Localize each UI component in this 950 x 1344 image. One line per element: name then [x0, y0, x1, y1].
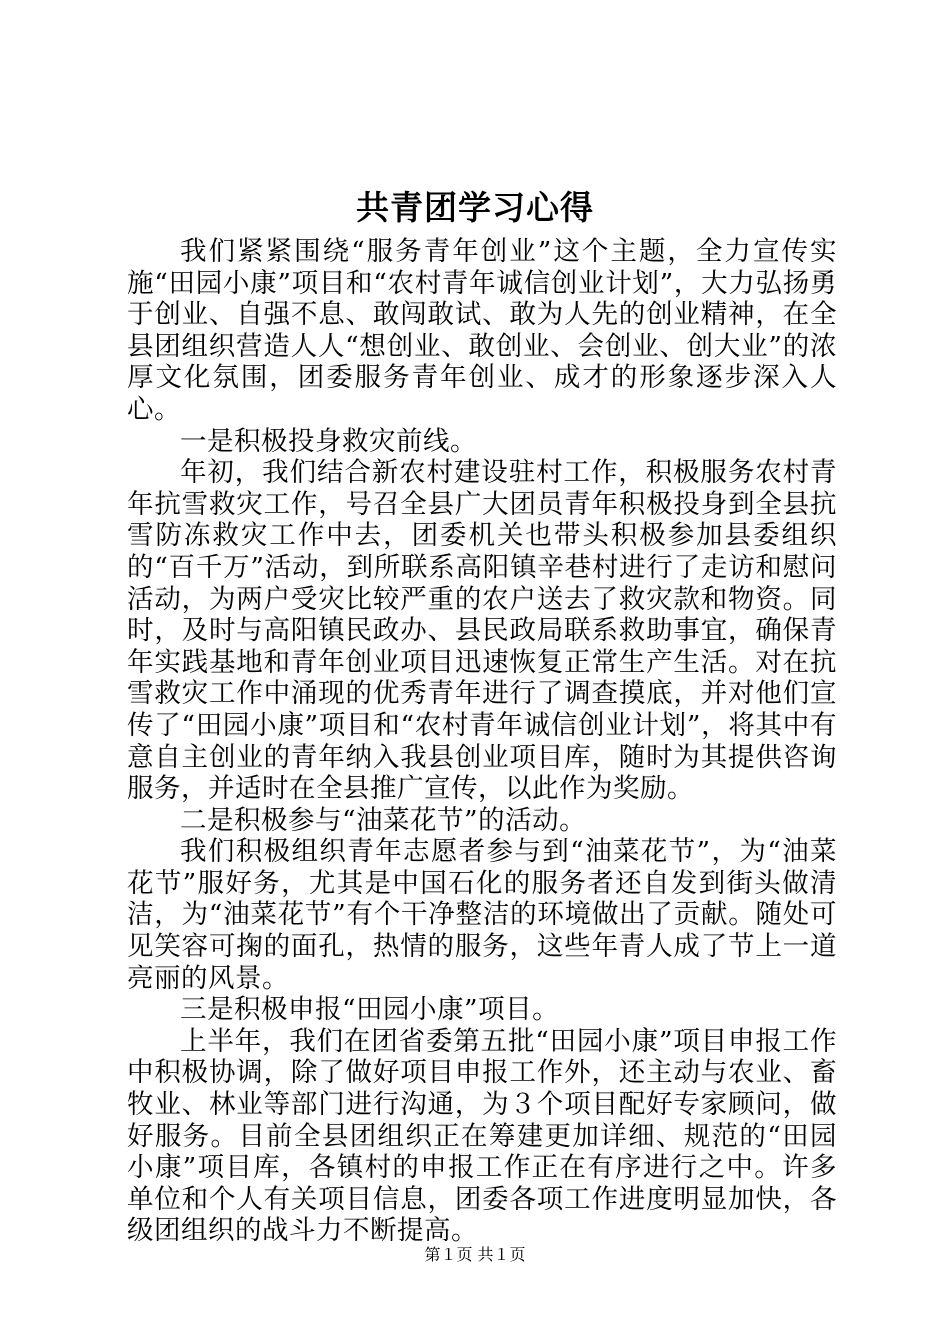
paragraph-section-1: 年初，我们结合新农村建设驻村工作，积极服务农村青年抗雪救灾工作，号召全县广大团员青年积极投身到全县抗雪防冻救灾工作中去，团委机关也带头积极参加县委组织的“百千万”活动，到所联系高阳镇辛巷村进行了走访和慰问活动，为两户受灾比较严重的农户送去了救灾款和物资。同时，及时与高阳镇民政办、县民政局联系救助事宜，确保青年实践基地和青年创业项目迅速恢复正常生产生活。对在抗雪救灾工作中涌现的优秀青年进行了调查摸底，并对他们宣传了“田园小康”项目和“农村青年诚信创业计划”，将其中有意自主创业的青年纳入我县创业项目库，随时为其提供咨询服务，并适时在全县推广宣传，以此作为奖励。: [127, 457, 837, 805]
section-heading-1: 一是积极投身救灾前线。: [180, 425, 477, 457]
document-body: [127, 236, 837, 1247]
paragraph-intro: 我们紧紧围绕“服务青年创业”这个主题，全力宣传实施“田园小康”项目和“农村青年诚信创业计划”，大力弘扬勇于创业、自强不息、敢闯敢试、敢为人先的创业精神，在全县团组织营造人人“想创业、敢创业、会创业、创大业”的浓厚文化氛围，团委服务青年创业、成才的形象逐步深入人心。: [127, 236, 837, 425]
page-footer: 第１页 共１页: [424, 1245, 526, 1264]
paragraph-section-2: 我们积极组织青年志愿者参与到“油菜花节”，为“油菜花节”服好务，尤其是中国石化的服务者还自发到街头做清洁，为“油菜花节”有个干净整洁的环境做出了贡献。随处可见笑容可掬的面孔，热情的服务，这些年青人成了节上一道亮丽的风景。: [127, 836, 837, 994]
section-heading-3: 三是积极申报“田园小康”项目。: [180, 994, 560, 1026]
section-heading-2: 二是积极参与“油菜花节”的活动。: [180, 804, 587, 836]
document-title: 共青团学习心得: [356, 188, 594, 227]
paragraph-section-3: 上半年，我们在团省委第五批“田园小康”项目申报工作中积极协调，除了做好项目申报工作外，还主动与农业、畜牧业、林业等部门进行沟通，为３个项目配好专家顾问，做好服务。目前全县团组织正在筹建更加详细、规范的“田园小康”项目库，各镇村的申报工作正在有序进行之中。许多单位和个人有关项目信息，团委各项工作进度明显加快，各级团组织的战斗力不断提高。: [127, 1025, 837, 1247]
